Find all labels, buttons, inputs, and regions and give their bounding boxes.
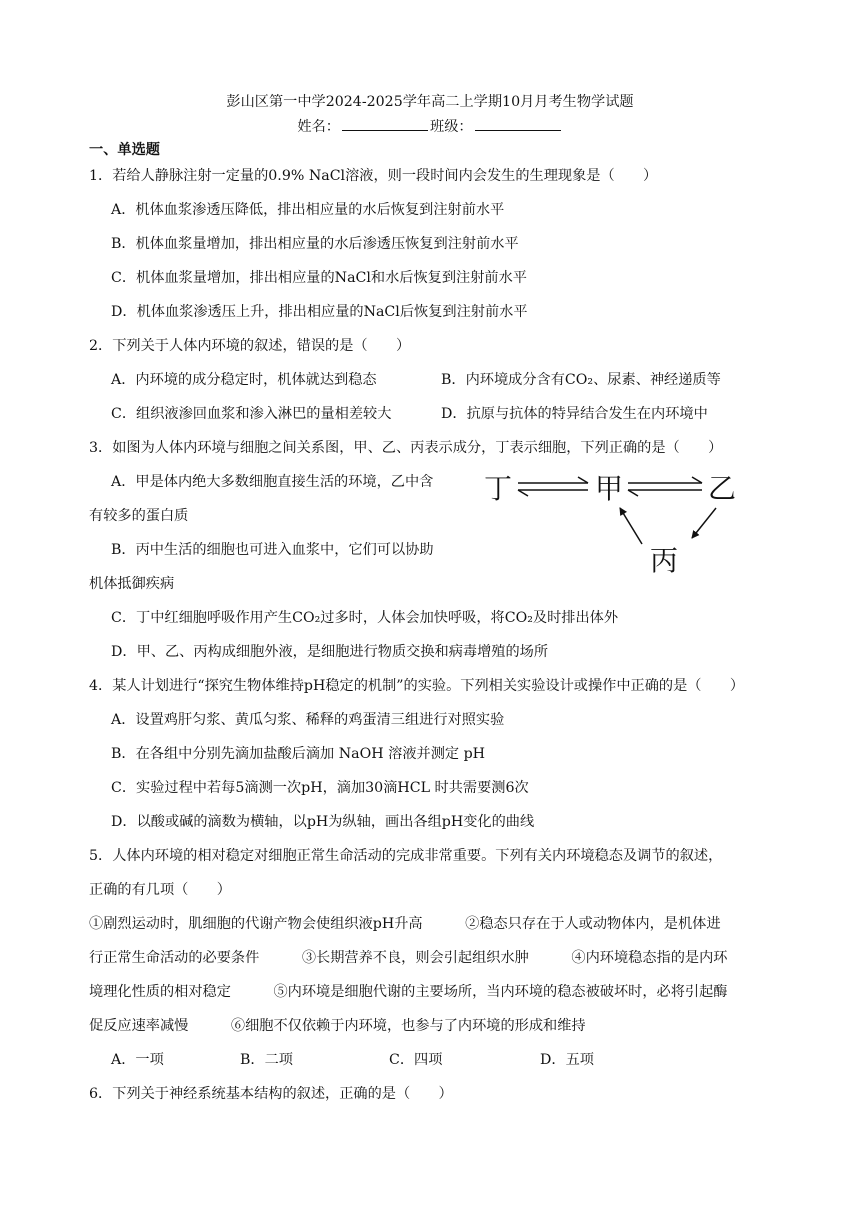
question-2-stem: 2．下列关于人体内环境的叙述，错误的是（ ） [89,338,411,354]
question-4-option-d: D．以酸或碱的滴数为横轴，以pH为纵轴，画出各组pH变化的曲线 [111,814,535,830]
question-5-option-a: A．一项 [111,1052,164,1068]
question-1-option-c: C．机体血浆量增加，排出相应量的NaCl和水后恢复到注射前水平 [111,270,527,286]
exam-title: 彭山区第一中学2024-2025学年高二上学期10月月考生物学试题 [226,94,634,110]
name-blank[interactable] [342,116,428,131]
diagram-node-ding: 丁 [484,472,513,505]
question-3-option-a-cont: 有较多的蛋白质 [89,508,189,524]
arrow-jia-yi [628,477,702,496]
arrow-yi-bing [692,508,716,538]
question-3-option-a: A．甲是体内绝大多数细胞直接生活的环境，乙中含 [111,474,434,490]
section-heading: 一、单选题 [89,142,160,158]
question-5-option-b: B．二项 [240,1052,293,1068]
question-1-option-d: D．机体血浆渗透压上升，排出相应量的NaCl后恢复到注射前水平 [111,304,528,320]
diagram-node-jia: 甲 [595,472,624,505]
question-5-stem-line-1: 5．人体内环境的相对稳定对细胞正常生命活动的完成非常重要。下列有关内环境稳态及调节的叙述， [89,848,723,864]
question-5-statement-line-2: 行正常生命活动的必要条件 ③长期营养不良，则会引起组织水肿 ④内环境稳态指的是内环 [89,950,728,966]
question-5-statement-line-1: ①剧烈运动时，肌细胞的代谢产物会使组织液pH升高 ②稳态只存在于人或动物体内，是机体进 [89,916,721,932]
question-4-stem: 4．某人计划进行“探究生物体维持pH稳定的机制”的实验。下列相关实验设计或操作中正确的是（ ） [89,678,745,694]
question-3-option-d: D．甲、乙、丙构成细胞外液，是细胞进行物质交换和病毒增殖的场所 [111,644,549,660]
question-6-stem: 6．下列关于神经系统基本结构的叙述，正确的是（ ） [89,1086,453,1102]
arrow-ding-jia [518,477,588,496]
question-3-option-b-cont: 机体抵御疾病 [89,576,175,592]
class-label: 班级： [430,119,473,135]
diagram-node-yi: 乙 [708,472,737,505]
question-2-option-d: D．抗原与抗体的特异结合发生在内环境中 [441,406,708,422]
question-1-option-a: A．机体血浆渗透压降低，排出相应量的水后恢复到注射前水平 [111,202,505,218]
question-4-option-c: C．实验过程中若每5滴测一次pH，滴加30滴HCL 时共需要测6次 [111,780,529,796]
name-label: 姓名： [297,119,340,135]
question-5-statement-line-3: 境理化性质的相对稳定 ⑤内环境是细胞代谢的主要场所，当内环境的稳态被破坏时，必将引起酶 [89,984,728,1000]
question-1-stem: 1．若给人静脉注射一定量的0.9% NaCl溶液，则一段时间内会发生的生理现象是（ ） [89,168,658,184]
arrow-bing-jia [620,508,642,544]
internal-environment-diagram [478,466,748,580]
class-blank[interactable] [475,116,561,131]
question-5-stem-line-2: 正确的有几项（ ） [89,882,231,898]
question-5-statement-line-4: 促反应速率减慢 ⑥细胞不仅依赖于内环境，也参与了内环境的形成和维持 [89,1018,586,1034]
diagram-node-bing: 丙 [650,544,679,577]
question-3-option-b: B．丙中生活的细胞也可进入血浆中，它们可以协助 [111,542,434,558]
question-2-option-a: A．内环境的成分稳定时，机体就达到稳态 [111,372,377,388]
question-3-option-c: C．丁中红细胞呼吸作用产生CO₂过多时，人体会加快呼吸，将CO₂及时排出体外 [111,610,619,626]
question-5-option-d: D．五项 [540,1052,594,1068]
question-5-option-c: C．四项 [389,1052,443,1068]
question-3-stem: 3．如图为人体内环境与细胞之间关系图，甲、乙、丙表示成分，丁表示细胞，下列正确的是（ ） [89,440,723,456]
question-4-option-b: B．在各组中分别先滴加盐酸后滴加 NaOH 溶液并测定 pH [111,746,486,762]
question-2-option-c: C．组织液渗回血浆和渗入淋巴的量相差较大 [111,406,392,422]
student-info-line [0,116,860,137]
question-4-option-a: A．设置鸡肝匀浆、黄瓜匀浆、稀释的鸡蛋清三组进行对照实验 [111,712,505,728]
question-2-option-b: B．内环境成分含有CO₂、尿素、神经递质等 [441,372,721,388]
question-1-option-b: B．机体血浆量增加，排出相应量的水后渗透压恢复到注射前水平 [111,236,519,252]
